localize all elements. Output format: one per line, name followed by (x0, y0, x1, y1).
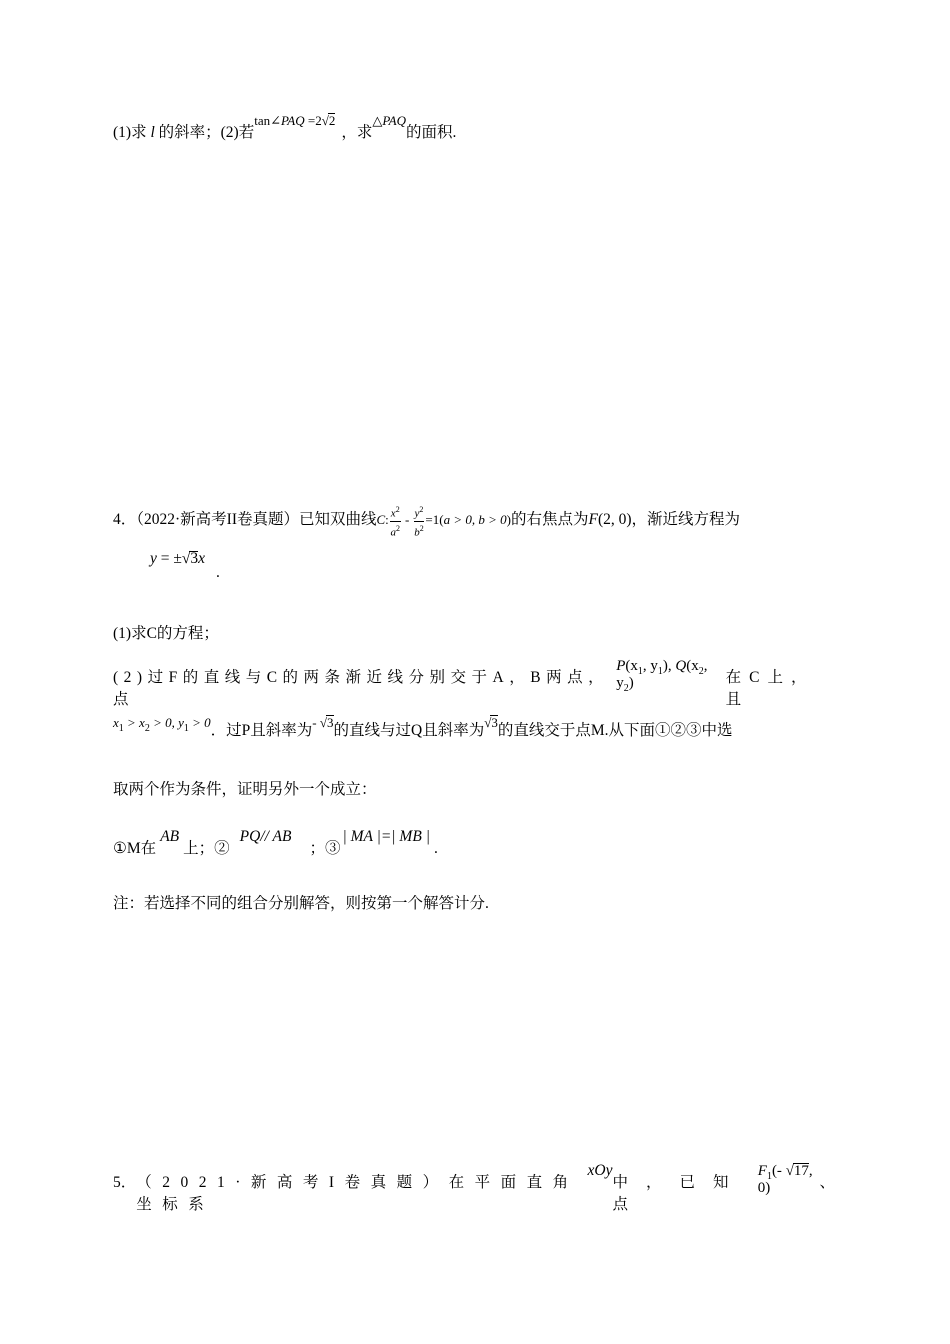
PQ-points: $P(x_1$, $y_1$), $Q(x_2$, $y_2$) (616, 658, 708, 694)
sqrt3-a: 3 (327, 715, 334, 730)
Q-coord-close: ) (628, 675, 634, 691)
p3-tan-formula (254, 113, 335, 128)
asym-end: . (216, 564, 220, 581)
asymptote-equation (150, 550, 205, 568)
q2-part-c: ．过P且斜率为 (210, 722, 313, 739)
problem4-header (113, 503, 740, 539)
asym-y: y (150, 550, 157, 567)
xOy-plane: xOy (587, 1162, 613, 1179)
q1-text: (1)求C的方程； (113, 625, 219, 642)
asym-sqrt3: 3 (190, 550, 199, 567)
sqrt-symbol: √ (319, 715, 328, 730)
close-paren: ) (506, 512, 511, 528)
q2-part-b: 在C上，且 (725, 669, 815, 708)
cond-x1: x (113, 715, 119, 730)
hyperbola-equation (376, 505, 511, 539)
AB-segment: AB (160, 828, 180, 845)
p4-options (113, 828, 438, 858)
p5-mid: 中，已知点 (612, 1174, 747, 1213)
frac-x2-a2: $\frac{x^2}{a^2}$ (390, 505, 400, 539)
option1-end: 上；② (183, 840, 230, 857)
p3-end: 的面积. (405, 124, 457, 141)
sqrt-symbol: √ (484, 715, 492, 730)
q2-part-e: 的直线交于点M.从下面①②③中选 (497, 722, 733, 739)
cond-gt0: > 0 (188, 715, 211, 730)
F1-letter: F (757, 1163, 767, 1179)
q2-part-f: 取两个作为条件，证明另外一个成立： (113, 781, 377, 798)
p5-source: （2021·新高考I卷真题）在平面直角坐标系 (136, 1174, 579, 1213)
problem5-header (113, 1162, 835, 1214)
p3-line-l: l (150, 124, 155, 141)
F-value: (2, 0) (597, 511, 632, 529)
focus-F (589, 511, 632, 528)
F1-point (758, 1163, 820, 1197)
frac-b: b (414, 526, 420, 539)
cond-y1: > 0, y (149, 715, 184, 730)
angle-paq: PAQ (281, 113, 305, 128)
ab-condition: a > 0, b > 0 (443, 512, 507, 528)
asymptote-period (216, 564, 220, 582)
frac-y: y (414, 507, 420, 520)
option2-end: ；③ (309, 840, 341, 857)
PQ-parallel-AB: PQ// AB (239, 828, 292, 845)
eq-one: =1( (425, 512, 444, 528)
sqrt2-radicand: 2 (328, 113, 336, 128)
Q-letter: Q (675, 658, 687, 674)
asym-x: x (198, 550, 206, 567)
sqrt3-b: 3 (491, 715, 498, 730)
note-text: 注：若选择不同的组合分别解答，则按第一个解答计分. (113, 895, 489, 912)
triangle-symbol: △ (372, 113, 383, 128)
frac-x: x (390, 507, 396, 520)
F-letter: F (588, 511, 598, 529)
problem3-subquestions (113, 113, 457, 142)
p4-asym-text: ，渐近线方程为 (631, 511, 741, 529)
P-coord-open: (x (625, 658, 638, 674)
F1-sub: 1 (766, 1171, 772, 1182)
eq-value: =2 (304, 113, 322, 128)
sqrt-symbol: √ (785, 1163, 794, 1179)
p4-question2-line2 (113, 715, 733, 740)
F1-coord-open: (- (771, 1163, 786, 1179)
asym-eq: = ± (156, 550, 182, 567)
frac-y2-b2: $\frac{y^2}{b^2}$ (414, 505, 424, 539)
option1-text: ①M在 (113, 840, 157, 857)
p4-question2-line1 (113, 658, 835, 709)
q2-part-a: (2)过F的直线与C的两条渐近线分别交于A，B两点，点 (113, 669, 610, 708)
p3-triangle (372, 113, 406, 128)
Q-coord-mid: , y (616, 658, 708, 691)
p4-question1 (113, 621, 219, 643)
p3-part1b: 的斜率；(2)若 (154, 124, 255, 141)
P-letter: P (616, 658, 626, 674)
p4-note (113, 891, 489, 913)
q2-part-d: 的直线与过Q且斜率为 (333, 722, 485, 739)
Q-coord-open: (x (686, 658, 699, 674)
p5-number: 5． (113, 1174, 137, 1191)
minus: - (401, 512, 413, 528)
frac-a: a (390, 526, 396, 539)
p4-focus-text: 的右焦点为 (510, 511, 589, 529)
sqrt-symbol: √ (181, 550, 191, 567)
option3-end: . (433, 840, 438, 857)
neg-sqrt3 (312, 715, 333, 730)
colon: : (385, 512, 389, 528)
P-coord-close: ), (662, 658, 676, 674)
neg-sign: - (312, 715, 320, 730)
F1-sqrt17: 17 (793, 1163, 809, 1179)
pos-sqrt3 (484, 715, 498, 730)
p5-end: 、 (819, 1174, 835, 1191)
p4-question2-line3 (113, 777, 377, 799)
x-y-condition: x1 > x2 > 0, y1 > 0 (113, 715, 211, 734)
curve-C: C (376, 512, 386, 528)
F1-coord-close: , 0) (757, 1163, 813, 1196)
cond-x2: > x (123, 715, 145, 730)
p3-mid: ，求 (341, 124, 373, 141)
MA-equals-MB: | MA |=| MB | (342, 828, 430, 845)
p3-part1: (1)求 (113, 124, 151, 141)
triangle-paq: PAQ (382, 113, 406, 128)
p4-number-source: 4．（2022·新高考II卷真题）已知双曲线 (113, 511, 377, 529)
P-coord-mid: , y (642, 658, 658, 674)
sqrt-symbol: √ (321, 113, 329, 128)
tan-angle: tan∠ (254, 113, 281, 128)
